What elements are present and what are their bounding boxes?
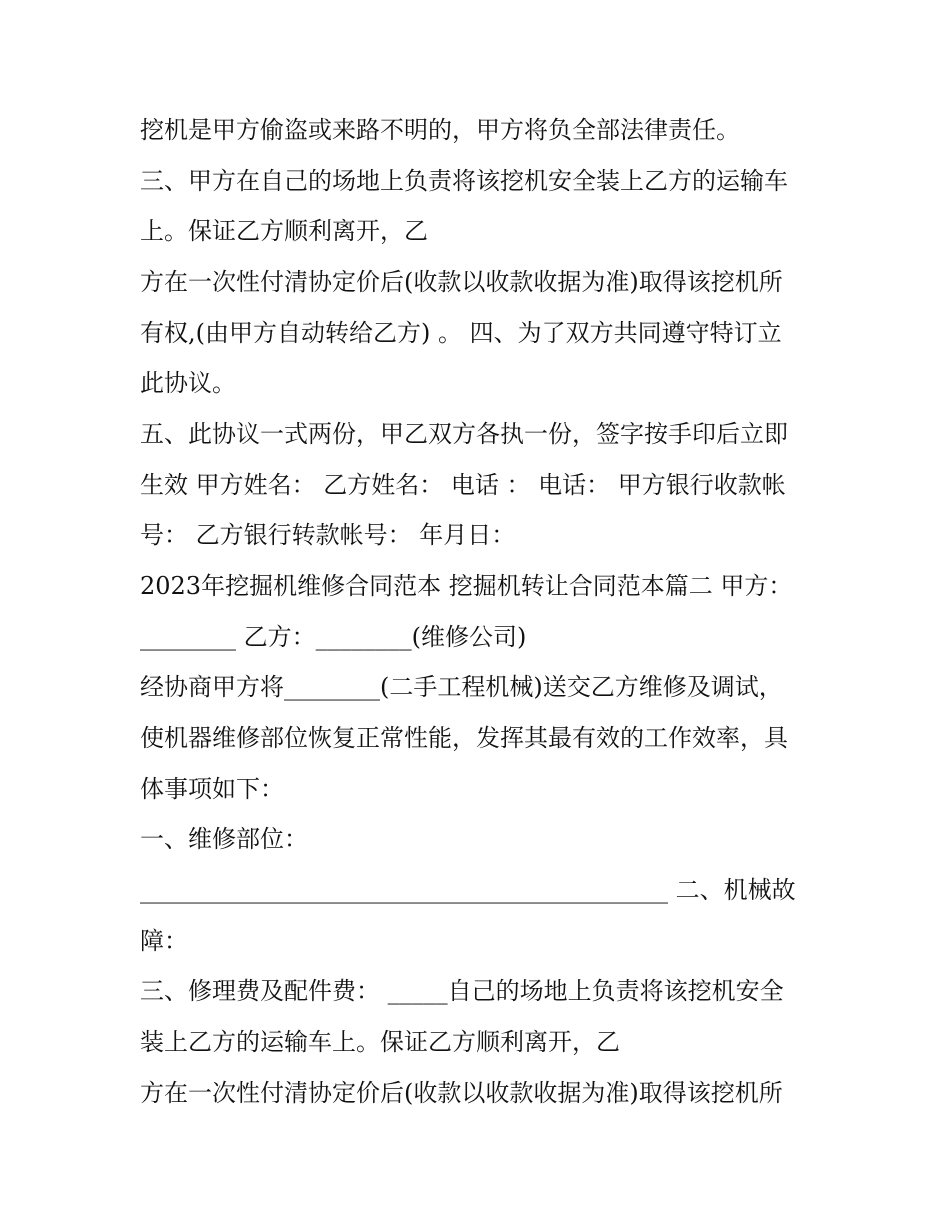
text-line: 三、甲方在自己的场地上负责将该挖机安全装上乙方的运输车 — [140, 167, 788, 195]
text-line: 使机器维修部位恢复正常性能，发挥其最有效的工作效率，具 — [140, 724, 788, 752]
text-line: 上。保证乙方顺利离开，乙 — [140, 217, 428, 245]
text-line: ____________________________________________ 二、机械故 — [140, 876, 796, 904]
text-line: 有权,(由甲方自动转给乙方) 。 四、为了双方共同遵守特订立 — [140, 319, 782, 347]
text-line: 方在一次性付清协定价后(收款以收款收据为准)取得该挖机所 — [140, 268, 783, 296]
text-line: 经协商甲方将________(二手工程机械)送交乙方维修及调试， — [140, 673, 783, 701]
text-line: 三、修理费及配件费： _____自己的场地上负责将该挖机安全 — [140, 977, 784, 1005]
text-line: 一、维修部位： — [140, 825, 308, 853]
text-line: 障： — [140, 927, 188, 955]
text-line: 此协议。 — [140, 369, 236, 397]
text-line: ________ 乙方：________(维修公司) — [140, 623, 527, 651]
text-line: 方在一次性付清协定价后(收款以收款收据为准)取得该挖机所 — [140, 1079, 783, 1107]
text-line: 挖机是甲方偷盗或来路不明的，甲方将负全部法律责任。 — [140, 116, 740, 144]
text-line: 体事项如下： — [140, 775, 284, 803]
text-line: 五、此协议一式两份，甲乙双方各执一份，签字按手印后立即 — [140, 420, 788, 448]
text-line: 装上乙方的运输车上。保证乙方顺利离开，乙 — [140, 1028, 620, 1056]
text-line: 2023年挖掘机维修合同范本 挖掘机转让合同范本篇二 甲方： — [140, 572, 793, 600]
text-line: 生效 甲方姓名： 乙方姓名： 电话 ： 电话： 甲方银行收款帐 — [140, 471, 786, 499]
text-line: 号： 乙方银行转款帐号： 年月日： — [140, 521, 516, 549]
